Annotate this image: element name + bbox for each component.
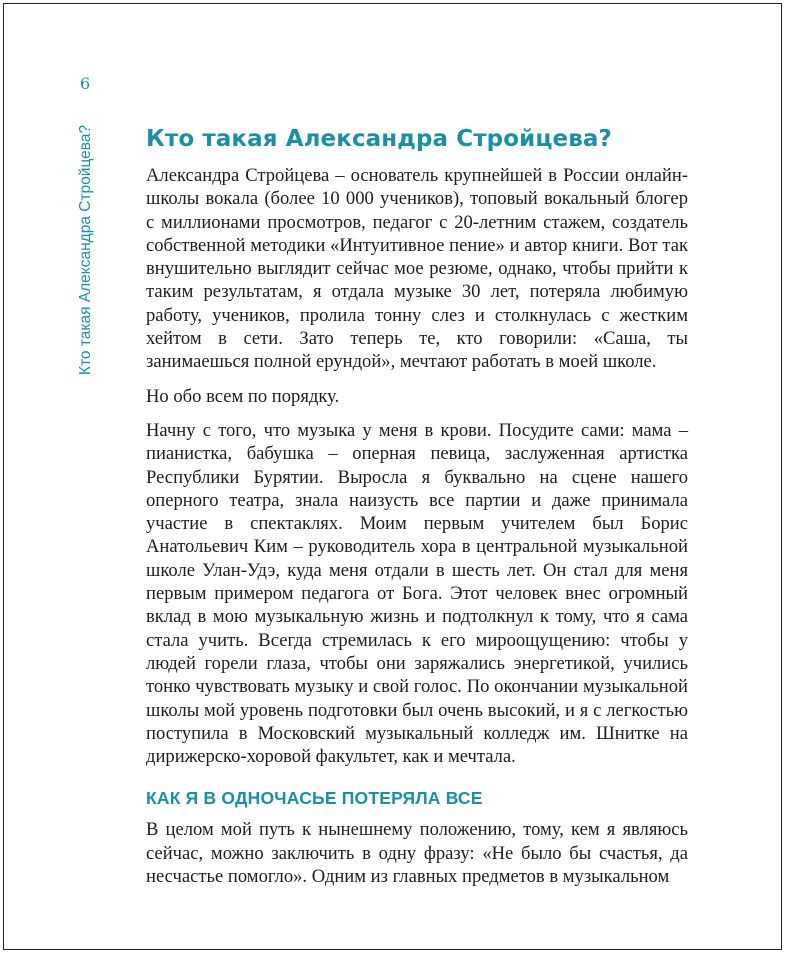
chapter-title: Кто такая Александра Стройцева? bbox=[146, 126, 612, 152]
running-head: Кто такая Александра Стройцева? bbox=[77, 124, 94, 376]
paragraph-closing: В целом мой путь к нынешнему положению, тому, кем я являюсь сейчас, можно заключить в одну фразу: «Не было бы счастья, да несчастье помогло». Одним из главных предметов в музыкальном bbox=[146, 819, 688, 888]
page-number: 6 bbox=[80, 74, 91, 93]
article-body bbox=[146, 121, 688, 899]
paragraph-childhood: Начну с того, что музыка у меня в крови. Посудите сами: мама – пианистка, бабушка – оперная певица, заслуженная артистка Республики Бурятии. Выросла я буквально на сцене нашего оперного театра, знала наизусть все партии и даже принимала участие в спектаклях. Моим первым учителем был Борис Анатольевич Ким – руководитель хора в центральной музыкальной школе Улан-Удэ, куда меня отдали в шесть лет. Он стал для меня первым примером педагога от Бога. Этот человек внес огромный вклад в мою музыкальную жизнь и подтолкнул к тому, что я сама стала учить. Всегда стремилась к его мироощущению: чтобы у людей горели глаза, чтобы они заряжались энергетикой, учились тонко чувствовать музыку и свой голос. По окончании музыкальной школы мой уровень подготовки был очень высокий, и я с легкостью поступила в Московский музыкальный колледж им. Шнитке на дирижерско-хоровой факультет, как и мечтала. bbox=[146, 419, 688, 768]
section-subheading: КАК Я В ОДНОЧАСЬЕ ПОТЕРЯЛА ВСЕ bbox=[146, 788, 483, 809]
book-page bbox=[3, 3, 782, 950]
paragraph-transition: Но обо всем по порядку. bbox=[146, 385, 340, 407]
paragraph-intro: Александра Стройцева – основатель крупнейшей в России онлайн-школы вокала (более 10 000 учеников), топовый вокальный блогер с миллионами просмотров, педагог с 20-летним стажем, создатель собственной методики «Интуитивное пение» и автор книги. Вот так внушительно выглядит сейчас мое резюме, однако, чтобы прийти к таким результатам, я отдала музыке 30 лет, потеряла любимую работу, учеников, пролила тонну слез и столкнулась с жестким хейтом в сети. Зато теперь те, кто говорили: «Саша, ты занимаешься полной ерундой», мечтают работать в моей школе. bbox=[146, 165, 688, 373]
